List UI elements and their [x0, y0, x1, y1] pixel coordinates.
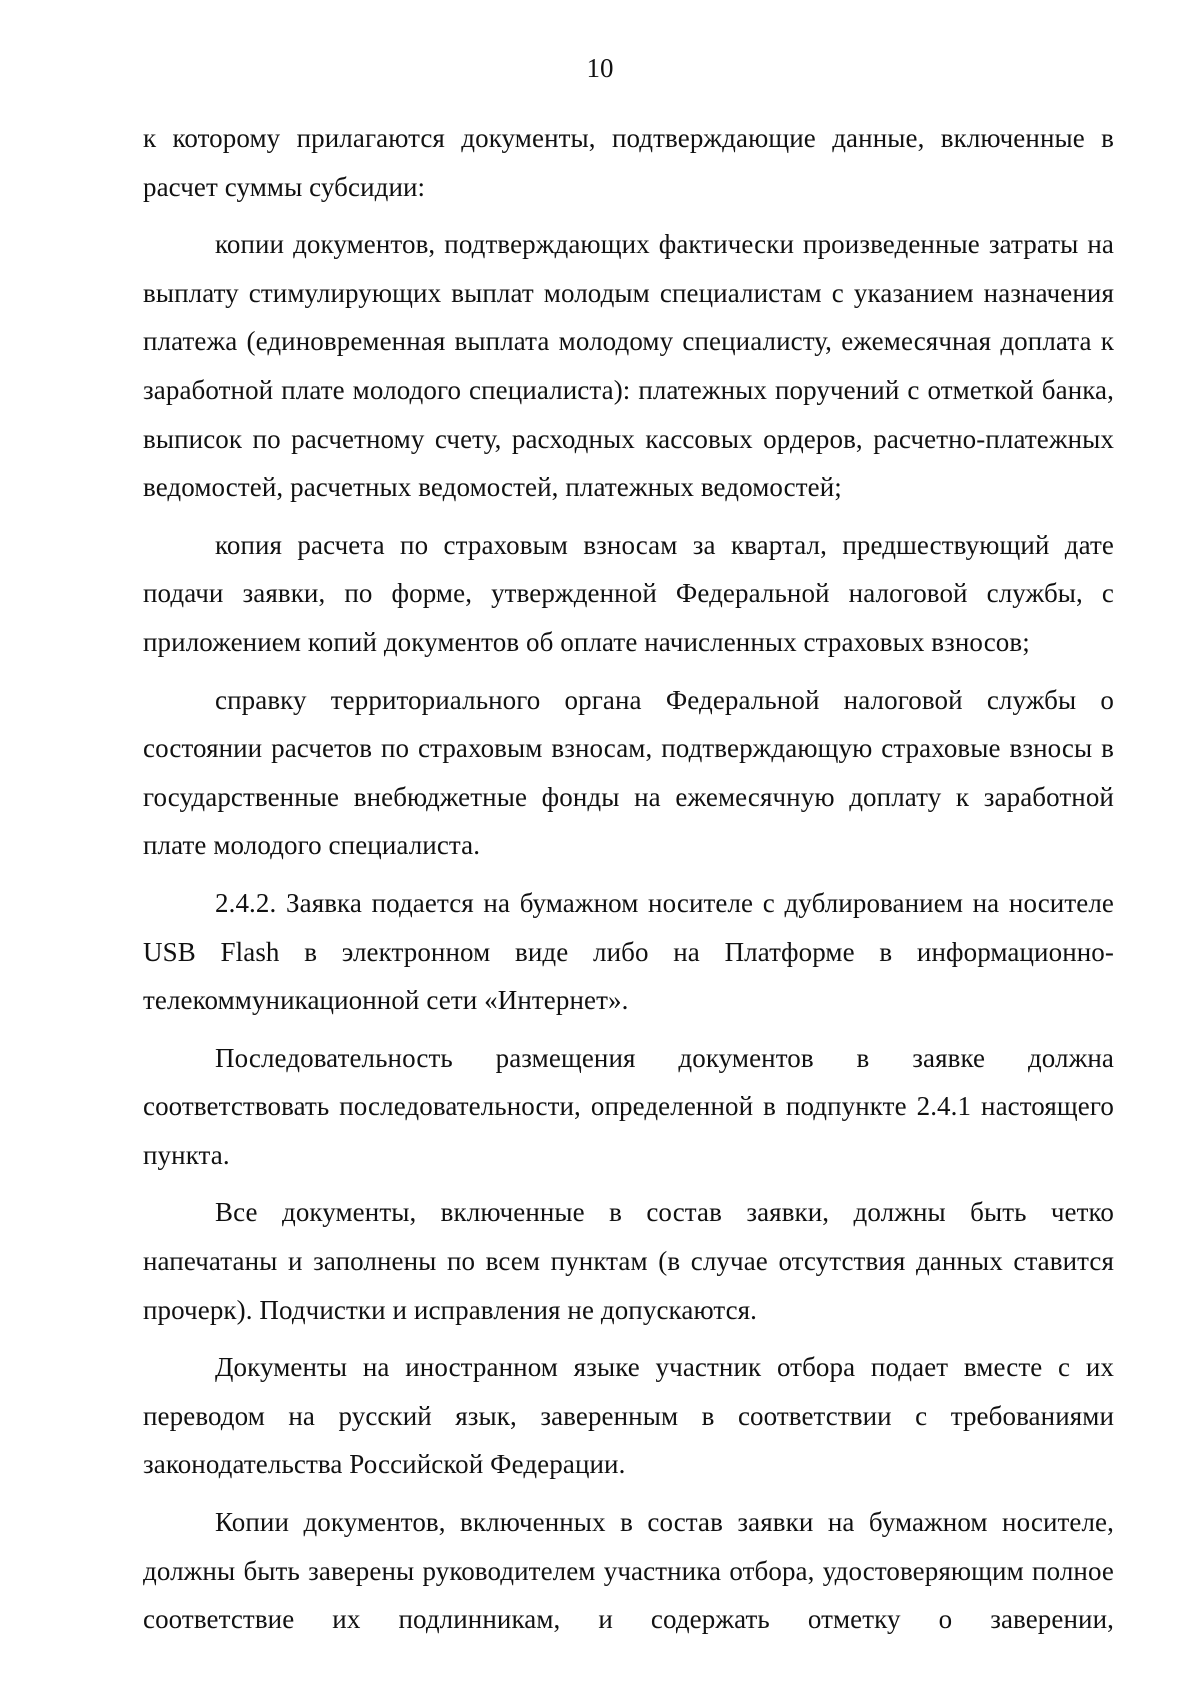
paragraph-document-order: Последовательность размещения документов в заявке должна соответствовать последовательности, определенной в подпункте 2.4.1 настоящего пункта. [143, 1042, 1114, 1170]
paragraph-document-requirements: Все документы, включенные в состав заявки, должны быть четко напечатаны и заполнены по всем пунктам (в случае отсутствия данных ставится прочерк). Подчистки и исправления не допускаются. [143, 1197, 1114, 1325]
paragraph-foreign-language: Документы на иностранном языке участник отбора подает вместе с их переводом на русский язык, заверенным в соответствии с требованиями законодательства Российской Федерации. [143, 1352, 1114, 1480]
document-body [143, 114, 1114, 1653]
paragraph-tax-certificate: справку территориального органа Федеральной налоговой службы о состоянии расчетов по страховым взносам, подтверждающую страховые взносы в государственные внебюджетные фонды на ежемесячную доплату к заработной плате молодого специалиста. [143, 684, 1114, 861]
paragraph-insurance-calculation: копия расчета по страховым взносам за квартал, предшествующий дате подачи заявки, по форме, утвержденной Федеральной налоговой службы, с приложением копий документов об оплате начисленных страховых взносов; [143, 529, 1114, 657]
page-number: 10 [586, 53, 614, 83]
paragraph-payment-documents: копии документов, подтверждающих фактически произведенные затраты на выплату стимулирующих выплат молодым специалистам с указанием назначения платежа (единовременная выплата молодому специалисту, ежемесячная доплата к заработной плате молодого специалиста): платежных поручений с отметкой банка, выписок по расчетному счету, расходных кассовых ордеров, расчетно-платежных ведомостей, расчетных ведомостей, платежных ведомостей; [143, 229, 1114, 503]
paragraph-certified-copies: Копии документов, включенных в состав заявки на бумажном носителе, должны быть заверены руководителем участника отбора, удостоверяющим полное соответствие их подлинникам, и содержать отметку о заверении, [143, 1507, 1114, 1635]
paragraph-2-4-2: 2.4.2. Заявка подается на бумажном носителе с дублированием на носителе USB Flash в электронном виде либо на Платформе в информационно-телекоммуникационной сети «Интернет». [143, 887, 1114, 1016]
paragraph-continuation: к которому прилагаются документы, подтверждающие данные, включенные в расчет суммы субсидии: [143, 123, 1114, 202]
